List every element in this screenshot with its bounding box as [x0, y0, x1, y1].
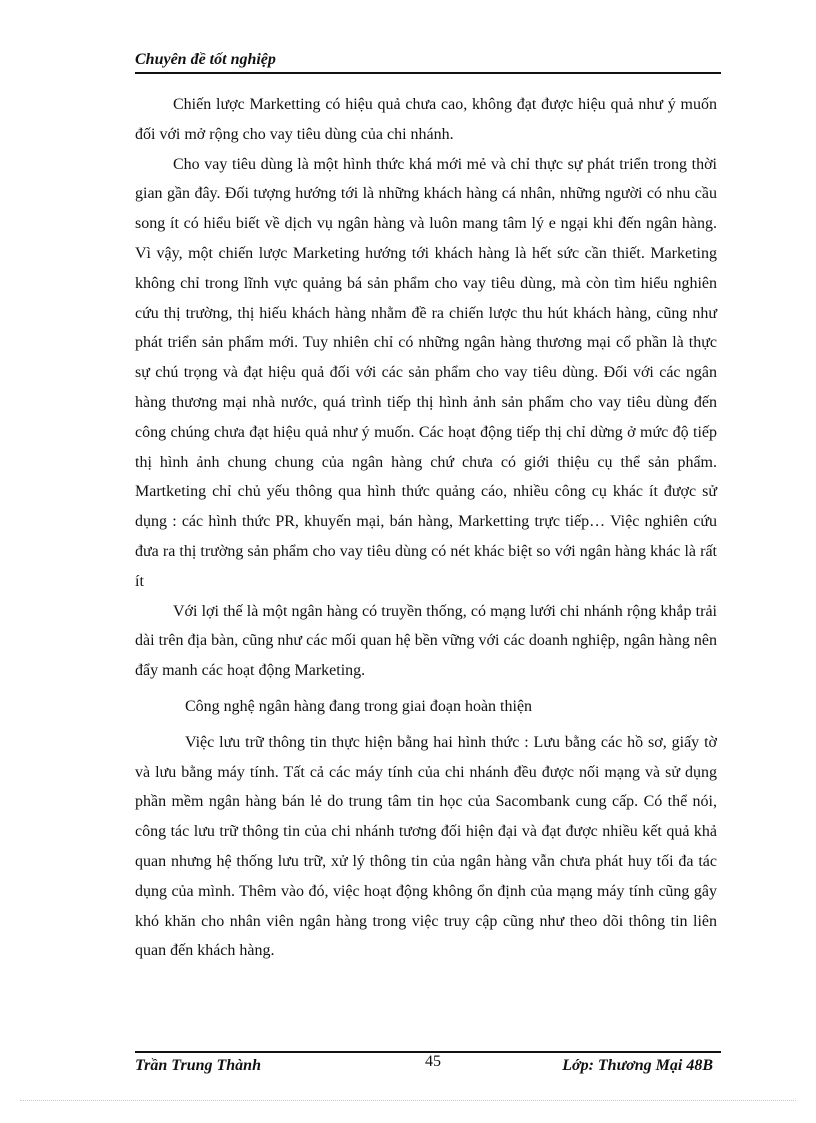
footer-class-label: Lớp: Thương Mại 48B: [562, 1057, 713, 1074]
paragraph-information-storage: Việc lưu trữ thông tin thực hiện bằng hai hình thức : Lưu bằng các hồ sơ, giấy tờ và lưu bằng máy tính. Tất cả các máy tính của chi nhánh đều được nối mạng và sử dụng phần mềm ngân hàng bán lẻ do trung tâm tin học của Sacombank cung cấp. Có thể nói, công tác lưu trữ thông tin của chi nhánh tương đối hiện đại và đạt được nhiều kết quả khả quan nhưng hệ thống lưu trữ, xử lý thông tin của ngân hàng vẫn chưa phát huy tối đa tác dụng của mình. Thêm vào đó, việc hoạt động không ổn định của mạng máy tính cũng gây khó khăn cho nhân viên ngân hàng trong việc truy cập cũng như theo dõi thông tin liên quan đến khách hàng.: [135, 733, 717, 960]
page-header: [135, 50, 721, 74]
paragraph-marketing-effectiveness: Chiến lược Marketting có hiệu quả chưa cao, không đạt được hiệu quả như ý muốn đối với mở rộng cho vay tiêu dùng của chi nhánh.: [135, 96, 717, 143]
section-heading-technology: Công nghệ ngân hàng đang trong giai đoạn hoàn thiện: [185, 697, 533, 715]
document-body: [135, 90, 717, 966]
footer-author: Trần Trung Thành: [135, 1057, 261, 1074]
page-bottom-dotted-line: [20, 1100, 796, 1101]
paragraph-bank-advantage: Với lợi thế là một ngân hàng có truyền thống, có mạng lưới chi nhánh rộng khắp trải dài trên địa bàn, cũng như các mối quan hệ bền vững với các doanh nghiệp, ngân hàng nên đẩy manh các hoạt động Marketing.: [135, 602, 717, 680]
header-title: Chuyên đề tốt nghiệp: [135, 51, 276, 68]
page-footer: [135, 1051, 721, 1079]
paragraph-consumer-lending: Cho vay tiêu dùng là một hình thức khá mới mẻ và chỉ thực sự phát triển trong thời gian gần đây. Đối tượng hướng tới là những khách hàng cá nhân, những người có nhu cầu song ít có hiểu biết về dịch vụ ngân hàng và luôn mang tâm lý e ngại khi đến ngân hàng. Vì vậy, một chiến lược Marketing hướng tới khách hàng là hết sức cần thiết. Marketing không chỉ trong lĩnh vực quảng bá sản phẩm cho vay tiêu dùng, mà còn tìm hiểu nghiên cứu thị trường, thị hiếu khách hàng nhằm đề ra chiến lược thu hút khách hàng, cũng như phát triển sản phẩm mới. Tuy nhiên chỉ có những ngân hàng thương mại cổ phần là thực sự chú trọng và đạt hiệu quả đối với các sản phẩm cho vay tiêu dùng. Đối với các ngân hàng thương mại nhà nước, quá trình tiếp thị hình ảnh sản phẩm cho vay tiêu dùng đến công chúng chưa đạt hiệu quả như ý muốn. Các hoạt động tiếp thị chỉ dừng ở mức độ tiếp thị hình ảnh chung chung của ngân hàng chứ chưa có giới thiệu cụ thể sản phẩm. Martketing chỉ chủ yếu thông qua hình thức quảng cáo, nhiều công cụ khác ít được sử dụng : các hình thức PR, khuyến mại, bán hàng, Marketting trực tiếp… Việc nghiên cứu đưa ra thị trường sản phẩm cho vay tiêu dùng có nét khác biệt so với ngân hàng khác là rất ít: [135, 155, 717, 590]
page-number: 45: [425, 1053, 441, 1070]
